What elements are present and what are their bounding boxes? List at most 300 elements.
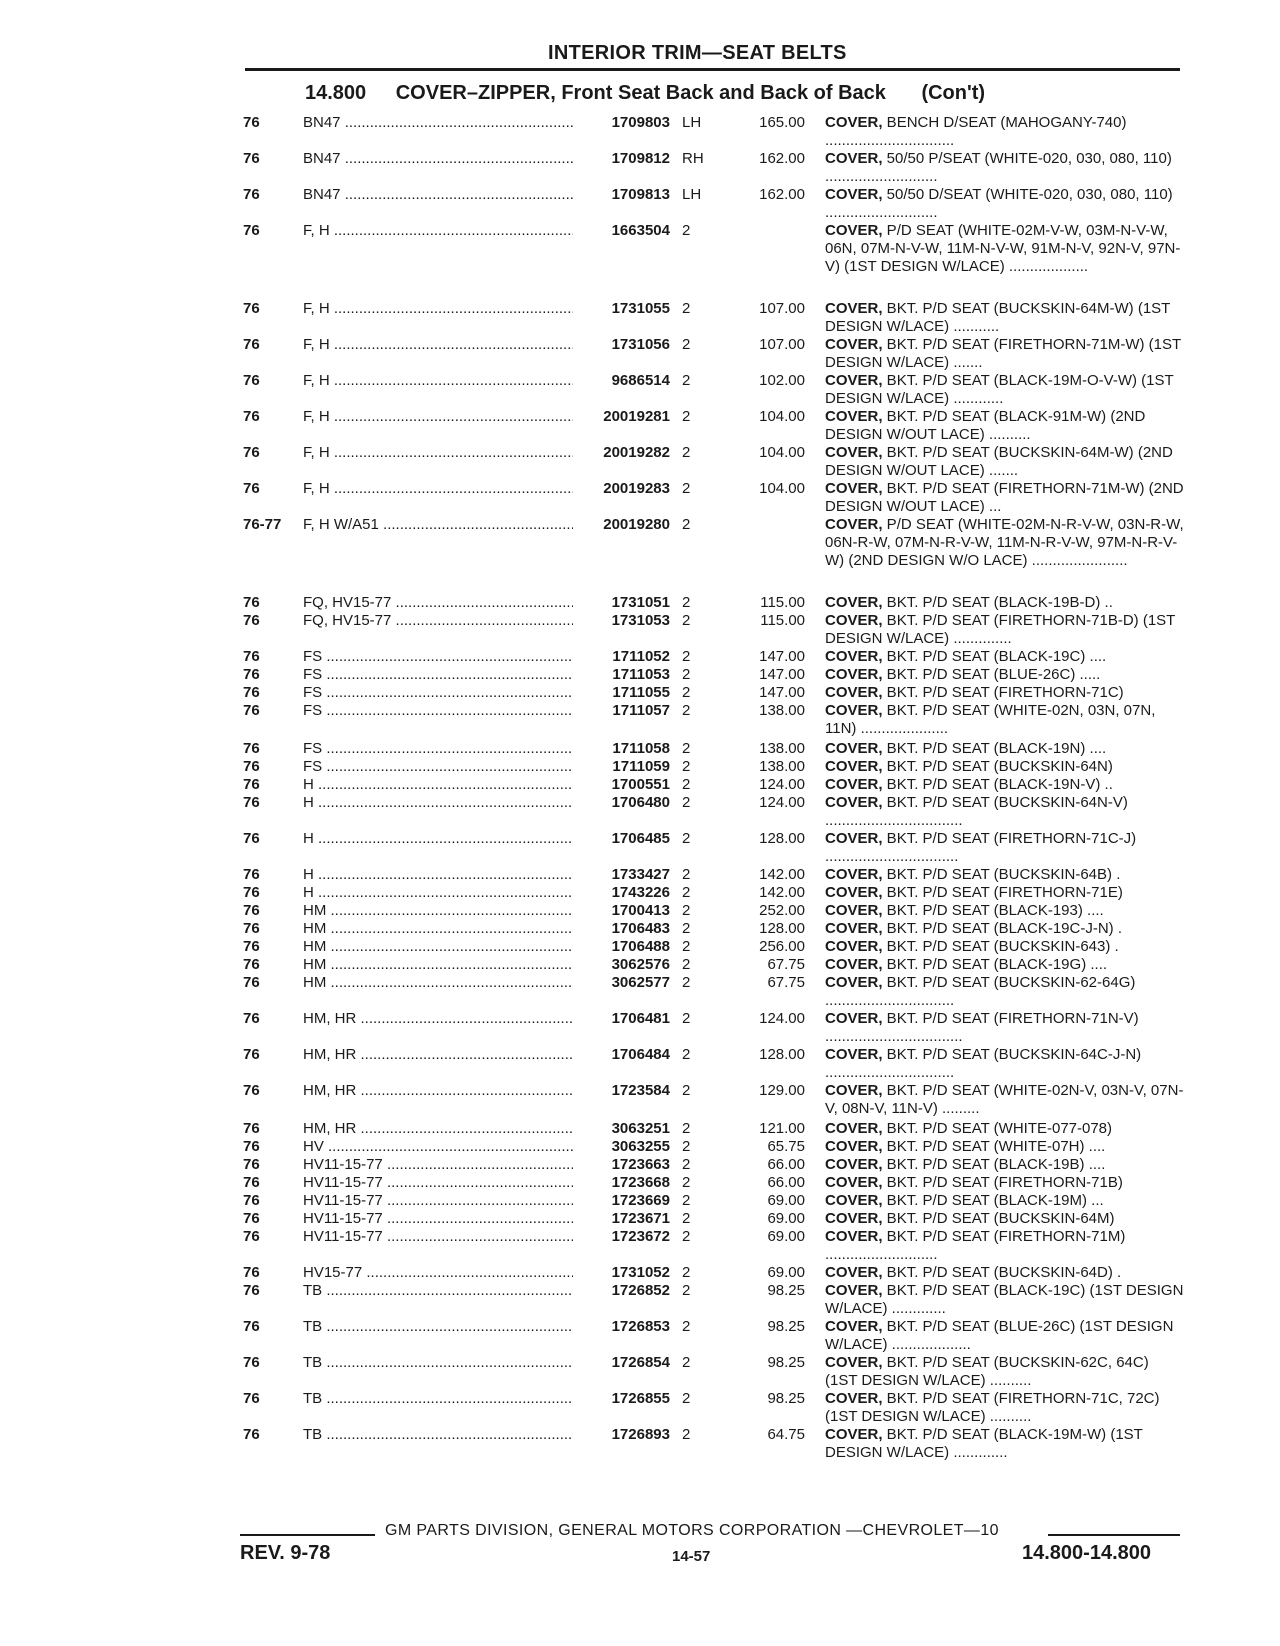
row-quantity: 2 xyxy=(682,612,691,629)
row-description xyxy=(825,480,1185,516)
row-quantity: 2 xyxy=(682,1228,691,1245)
row-description-text: BKT. P/D SEAT (FIRETHORN-71M-W) (2ND DESIGN W/OUT LACE) ... xyxy=(825,480,1184,515)
row-model: HV15-77 ..... xyxy=(303,1264,573,1282)
row-description-keyword: COVER, xyxy=(825,372,883,389)
row-model: HM ..... xyxy=(303,938,573,956)
row-year: 76 xyxy=(243,1282,260,1299)
row-description-keyword: COVER, xyxy=(825,1046,883,1063)
row-quantity: 2 xyxy=(682,1426,691,1443)
row-part-number: 20019283 xyxy=(603,480,670,497)
row-quantity: 2 xyxy=(682,974,691,991)
row-price: 128.00 xyxy=(759,830,805,847)
row-description-keyword: COVER, xyxy=(825,408,883,425)
row-description-keyword: COVER, xyxy=(825,884,883,901)
row-description xyxy=(825,408,1185,444)
row-quantity: 2 xyxy=(682,1046,691,1063)
row-description-text: BKT. P/D SEAT (BLACK-19C) (1ST DESIGN W/LACE) ............. xyxy=(825,1282,1184,1317)
row-description-text: BKT. P/D SEAT (BUCKSKIN-64M) xyxy=(882,1210,1115,1227)
row-description-keyword: COVER, xyxy=(825,902,883,919)
row-quantity: 2 xyxy=(682,444,691,461)
row-description-text: BKT. P/D SEAT (BUCKSKIN-62-64G) ............................... xyxy=(825,974,1136,1009)
row-description xyxy=(825,114,1185,150)
row-description-keyword: COVER, xyxy=(825,776,883,793)
row-part-number: 1731053 xyxy=(611,612,670,629)
row-description xyxy=(825,336,1185,372)
row-model: TB ..... xyxy=(303,1390,573,1408)
row-description xyxy=(825,1156,1185,1174)
row-description-text: BKT. P/D SEAT (BUCKSKIN-64C-J-N) ............................... xyxy=(825,1046,1142,1081)
row-description-keyword: COVER, xyxy=(825,830,883,847)
row-quantity: 2 xyxy=(682,702,691,719)
page-title: INTERIOR TRIM—SEAT BELTS xyxy=(548,42,847,64)
row-quantity: 2 xyxy=(682,1156,691,1173)
row-price: 115.00 xyxy=(760,612,805,629)
row-quantity: LH xyxy=(682,186,702,203)
row-description-text: BKT. P/D SEAT (FIRETHORN-71B) xyxy=(882,1174,1123,1191)
row-model: HM, HR ..... xyxy=(303,1120,573,1138)
row-part-number: 3063255 xyxy=(611,1138,670,1155)
row-model: HV11-15-77 ..... xyxy=(303,1174,573,1192)
row-year: 76 xyxy=(243,300,260,317)
row-quantity: 2 xyxy=(682,830,691,847)
row-description-keyword: COVER, xyxy=(825,648,883,665)
row-price: 66.00 xyxy=(767,1156,805,1173)
row-description xyxy=(825,666,1185,684)
row-quantity: 2 xyxy=(682,1138,691,1155)
row-description-keyword: COVER, xyxy=(825,666,883,683)
row-price: 128.00 xyxy=(759,1046,805,1063)
row-description-text: BKT. P/D SEAT (FIRETHORN-71M-W) (1ST DESIGN W/LACE) ....... xyxy=(825,336,1181,371)
row-year: 76 xyxy=(243,1228,260,1245)
row-model: H ..... xyxy=(303,776,573,794)
row-description-keyword: COVER, xyxy=(825,1264,883,1281)
row-part-number: 1711057 xyxy=(612,702,670,719)
row-description-keyword: COVER, xyxy=(825,1354,883,1371)
row-part-number: 1726893 xyxy=(611,1426,670,1443)
row-price: 67.75 xyxy=(767,974,805,991)
row-description xyxy=(825,758,1185,776)
row-part-number: 1731051 xyxy=(611,594,670,611)
row-year: 76-77 xyxy=(243,516,282,533)
row-description-text: BKT. P/D SEAT (FIRETHORN-71N-V) ................................. xyxy=(825,1010,1139,1045)
row-year: 76 xyxy=(243,974,260,991)
row-description-text: BKT. P/D SEAT (BLUE-26C) (1ST DESIGN W/LACE) ................... xyxy=(825,1318,1174,1353)
row-quantity: 2 xyxy=(682,684,691,701)
row-year: 76 xyxy=(243,222,260,239)
row-description xyxy=(825,702,1185,738)
row-description-keyword: COVER, xyxy=(825,480,883,497)
row-quantity: 2 xyxy=(682,920,691,937)
row-year: 76 xyxy=(243,480,260,497)
row-part-number: 1706483 xyxy=(611,920,670,937)
row-model: F, H ..... xyxy=(303,336,573,354)
row-quantity: 2 xyxy=(682,1192,691,1209)
row-description-text: 50/50 D/SEAT (WHITE-020, 030, 080, 110) ........................... xyxy=(825,186,1173,221)
row-description-text: BKT. P/D SEAT (WHITE-02N, 03N, 07N, 11N) ..................... xyxy=(825,702,1156,737)
row-quantity: 2 xyxy=(682,884,691,901)
row-description-keyword: COVER, xyxy=(825,1174,883,1191)
row-quantity: 2 xyxy=(682,758,691,775)
row-year: 76 xyxy=(243,1318,260,1335)
row-year: 76 xyxy=(243,776,260,793)
row-description-keyword: COVER, xyxy=(825,1228,883,1245)
row-year: 76 xyxy=(243,408,260,425)
row-description xyxy=(825,1318,1185,1354)
row-description xyxy=(825,372,1185,408)
row-description-keyword: COVER, xyxy=(825,1010,883,1027)
row-quantity: 2 xyxy=(682,666,691,683)
row-part-number: 1723663 xyxy=(611,1156,670,1173)
row-model: F, H ..... xyxy=(303,444,573,462)
row-part-number: 3062576 xyxy=(611,956,670,973)
row-description-keyword: COVER, xyxy=(825,1082,883,1099)
row-year: 76 xyxy=(243,956,260,973)
row-description xyxy=(825,974,1185,1010)
row-quantity: 2 xyxy=(682,300,691,317)
row-model: F, H ..... xyxy=(303,480,573,498)
row-description-keyword: COVER, xyxy=(825,114,883,131)
row-model: HM, HR ..... xyxy=(303,1046,573,1064)
row-description-keyword: COVER, xyxy=(825,186,883,203)
row-description xyxy=(825,150,1185,186)
row-description-text: BKT. P/D SEAT (FIRETHORN-71B-D) (1ST DESIGN W/LACE) .............. xyxy=(825,612,1176,647)
row-year: 76 xyxy=(243,666,260,683)
row-description xyxy=(825,594,1185,612)
row-description xyxy=(825,1264,1185,1282)
row-part-number: 9686514 xyxy=(611,372,670,389)
section-number: 14.800 xyxy=(305,82,367,104)
row-description-text: BKT. P/D SEAT (BUCKSKIN-64N-V) ................................. xyxy=(825,794,1128,829)
row-description-text: BKT. P/D SEAT (FIRETHORN-71C-J) ................................ xyxy=(825,830,1137,865)
row-year: 76 xyxy=(243,920,260,937)
row-quantity: 2 xyxy=(682,336,691,353)
row-description-text: BKT. P/D SEAT (WHITE-02N-V, 03N-V, 07N-V, 08N-V, 11N-V) ......... xyxy=(825,1082,1184,1117)
row-price: 124.00 xyxy=(759,776,805,793)
row-description-keyword: COVER, xyxy=(825,150,883,167)
row-description-text: BKT. P/D SEAT (FIRETHORN-71C, 72C) (1ST DESIGN W/LACE) .......... xyxy=(825,1390,1160,1425)
row-price: 98.25 xyxy=(767,1318,805,1335)
row-description-keyword: COVER, xyxy=(825,758,883,775)
row-quantity: 2 xyxy=(682,866,691,883)
row-year: 76 xyxy=(243,1138,260,1155)
row-quantity: 2 xyxy=(682,480,691,497)
row-model: F, H ..... xyxy=(303,408,573,426)
row-model: H ..... xyxy=(303,884,573,902)
row-year: 76 xyxy=(243,1354,260,1371)
row-part-number: 1723668 xyxy=(611,1174,670,1191)
row-year: 76 xyxy=(243,902,260,919)
row-description-text: BKT. P/D SEAT (BUCKSKIN-62C, 64C) (1ST DESIGN W/LACE) .......... xyxy=(825,1354,1149,1389)
row-description xyxy=(825,444,1185,480)
footer-revision: REV. 9-78 xyxy=(240,1542,331,1564)
row-price: 138.00 xyxy=(759,758,805,775)
row-part-number: 1706484 xyxy=(611,1046,670,1063)
row-quantity: 2 xyxy=(682,1264,691,1281)
row-description-keyword: COVER, xyxy=(825,222,883,239)
section-title: COVER–ZIPPER, Front Seat Back and Back of Back xyxy=(395,82,886,104)
row-year: 76 xyxy=(243,114,260,131)
row-part-number: 1706481 xyxy=(611,1010,670,1027)
row-part-number: 1726852 xyxy=(611,1282,670,1299)
row-part-number: 1733427 xyxy=(611,866,670,883)
row-model: FQ, HV15-77 ..... xyxy=(303,612,573,630)
row-description-text: P/D SEAT (WHITE-02M-V-W, 03M-N-V-W, 06N, 07M-N-V-W, 11M-N-V-W, 91M-N-V, 92N-V, 97N-V) (1ST DESIGN W/LACE) ................... xyxy=(825,222,1181,275)
row-price: 147.00 xyxy=(759,666,805,683)
row-quantity: 2 xyxy=(682,902,691,919)
row-model: BN47 ..... xyxy=(303,114,573,132)
row-year: 76 xyxy=(243,336,260,353)
row-description xyxy=(825,884,1185,902)
row-model: FS ..... xyxy=(303,758,573,776)
row-price: 69.00 xyxy=(767,1264,805,1281)
row-model: F, H ..... xyxy=(303,222,573,240)
row-part-number: 1723584 xyxy=(611,1082,670,1099)
row-model: BN47 ..... xyxy=(303,186,573,204)
row-price: 107.00 xyxy=(759,336,805,353)
row-part-number: 1726853 xyxy=(611,1318,670,1335)
row-price: 165.00 xyxy=(759,114,805,131)
row-model: F, H W/A51 ..... xyxy=(303,516,573,534)
row-price: 104.00 xyxy=(759,480,805,497)
row-year: 76 xyxy=(243,1192,260,1209)
row-year: 76 xyxy=(243,186,260,203)
row-year: 76 xyxy=(243,884,260,901)
row-price: 64.75 xyxy=(767,1426,805,1443)
row-description xyxy=(825,1010,1185,1046)
row-model: F, H ..... xyxy=(303,372,573,390)
row-part-number: 1709803 xyxy=(611,114,670,131)
row-year: 76 xyxy=(243,444,260,461)
row-price: 147.00 xyxy=(759,648,805,665)
row-quantity: 2 xyxy=(682,372,691,389)
row-year: 76 xyxy=(243,612,260,629)
row-description-text: BKT. P/D SEAT (BUCKSKIN-64M-W) (1ST DESIGN W/LACE) ........... xyxy=(825,300,1171,335)
row-description-keyword: COVER, xyxy=(825,740,883,757)
row-year: 76 xyxy=(243,1210,260,1227)
row-year: 76 xyxy=(243,594,260,611)
row-description-text: BKT. P/D SEAT (BLUE-26C) ..... xyxy=(882,666,1101,683)
row-model: HV11-15-77 ..... xyxy=(303,1210,573,1228)
row-part-number: 1731052 xyxy=(611,1264,670,1281)
row-description-text: BKT. P/D SEAT (FIRETHORN-71C) xyxy=(882,684,1124,701)
row-quantity: 2 xyxy=(682,1210,691,1227)
row-year: 76 xyxy=(243,1426,260,1443)
row-description xyxy=(825,776,1185,794)
footer-publisher: GM PARTS DIVISION, GENERAL MOTORS CORPORATION —CHEVROLET—10 xyxy=(385,1522,999,1539)
row-part-number: 20019281 xyxy=(603,408,670,425)
row-part-number: 1731055 xyxy=(611,300,670,317)
row-price: 124.00 xyxy=(759,1010,805,1027)
row-quantity: 2 xyxy=(682,1282,691,1299)
row-description xyxy=(825,794,1185,830)
row-part-number: 20019282 xyxy=(603,444,670,461)
row-part-number: 1709813 xyxy=(611,186,670,203)
row-description-keyword: COVER, xyxy=(825,516,883,533)
row-year: 76 xyxy=(243,150,260,167)
row-model: FS ..... xyxy=(303,666,573,684)
row-description-keyword: COVER, xyxy=(825,612,883,629)
row-description-text: BKT. P/D SEAT (BUCKSKIN-643) . xyxy=(882,938,1119,955)
row-description xyxy=(825,1354,1185,1390)
row-model: FS ..... xyxy=(303,684,573,702)
row-quantity: 2 xyxy=(682,1390,691,1407)
row-price: 252.00 xyxy=(759,902,805,919)
row-price: 124.00 xyxy=(759,794,805,811)
row-part-number: 1700551 xyxy=(611,776,670,793)
row-quantity: 2 xyxy=(682,222,691,239)
row-description-keyword: COVER, xyxy=(825,1318,883,1335)
footer-page-number: 14-57 xyxy=(672,1548,711,1565)
row-quantity: 2 xyxy=(682,648,691,665)
row-model: FS ..... xyxy=(303,648,573,666)
row-description xyxy=(825,516,1185,570)
row-part-number: 1723672 xyxy=(611,1228,670,1245)
row-description xyxy=(825,186,1185,222)
row-price: 69.00 xyxy=(767,1228,805,1245)
row-year: 76 xyxy=(243,648,260,665)
row-description-text: BKT. P/D SEAT (BLACK-19M-W) (1ST DESIGN W/LACE) ............. xyxy=(825,1426,1143,1461)
row-price: 69.00 xyxy=(767,1210,805,1227)
row-year: 76 xyxy=(243,866,260,883)
row-description-text: 50/50 P/SEAT (WHITE-020, 030, 080, 110) ........................... xyxy=(825,150,1172,185)
row-part-number: 1709812 xyxy=(611,150,670,167)
row-part-number: 20019280 xyxy=(603,516,670,533)
row-year: 76 xyxy=(243,702,260,719)
row-description xyxy=(825,1210,1185,1228)
row-description-text: BKT. P/D SEAT (BUCKSKIN-64N) xyxy=(882,758,1113,775)
row-part-number: 1711058 xyxy=(612,740,670,757)
row-price: 162.00 xyxy=(759,186,805,203)
row-description-text: BKT. P/D SEAT (BLACK-19M-O-V-W) (1ST DESIGN W/LACE) ............ xyxy=(825,372,1174,407)
row-model: TB ..... xyxy=(303,1426,573,1444)
row-model: H ..... xyxy=(303,866,573,884)
row-model: HM ..... xyxy=(303,956,573,974)
row-year: 76 xyxy=(243,372,260,389)
row-quantity: 2 xyxy=(682,1082,691,1099)
row-part-number: 1726854 xyxy=(611,1354,670,1371)
row-description xyxy=(825,1174,1185,1192)
row-model: HM, HR ..... xyxy=(303,1010,573,1028)
row-price: 65.75 xyxy=(767,1138,805,1155)
row-model: F, H ..... xyxy=(303,300,573,318)
row-year: 76 xyxy=(243,938,260,955)
section-continued: (Con't) xyxy=(921,82,986,104)
row-part-number: 1726855 xyxy=(611,1390,670,1407)
row-model: FQ, HV15-77 ..... xyxy=(303,594,573,612)
row-description xyxy=(825,1282,1185,1318)
row-model: H ..... xyxy=(303,830,573,848)
row-price: 147.00 xyxy=(759,684,805,701)
row-quantity: 2 xyxy=(682,956,691,973)
row-year: 76 xyxy=(243,1390,260,1407)
row-part-number: 1706485 xyxy=(611,830,670,847)
row-quantity: 2 xyxy=(682,1354,691,1371)
row-part-number: 3062577 xyxy=(611,974,670,991)
row-description xyxy=(825,1228,1185,1264)
row-price: 98.25 xyxy=(767,1282,805,1299)
row-description-keyword: COVER, xyxy=(825,1120,883,1137)
row-description-keyword: COVER, xyxy=(825,594,883,611)
row-part-number: 1731056 xyxy=(611,336,670,353)
row-part-number: 1700413 xyxy=(611,902,670,919)
row-part-number: 1711052 xyxy=(612,648,670,665)
row-description-text: BKT. P/D SEAT (FIRETHORN-71M) ........................... xyxy=(825,1228,1126,1263)
row-description xyxy=(825,684,1185,702)
row-part-number: 1711055 xyxy=(612,684,670,701)
row-description xyxy=(825,938,1185,956)
row-quantity: 2 xyxy=(682,776,691,793)
row-description-text: BKT. P/D SEAT (WHITE-077-078) xyxy=(882,1120,1113,1137)
row-part-number: 1711053 xyxy=(612,666,670,683)
row-description xyxy=(825,920,1185,938)
row-price: 104.00 xyxy=(759,408,805,425)
row-model: FS ..... xyxy=(303,740,573,758)
row-year: 76 xyxy=(243,1174,260,1191)
row-price: 98.25 xyxy=(767,1354,805,1371)
row-price: 162.00 xyxy=(759,150,805,167)
row-year: 76 xyxy=(243,1082,260,1099)
row-quantity: 2 xyxy=(682,794,691,811)
row-part-number: 1711059 xyxy=(612,758,670,775)
row-description-text: BKT. P/D SEAT (BLACK-19C-J-N) . xyxy=(882,920,1123,937)
row-description-text: BKT. P/D SEAT (BLACK-19N) .... xyxy=(882,740,1107,757)
row-description-keyword: COVER, xyxy=(825,1390,883,1407)
row-description-text: BKT. P/D SEAT (BLACK-19C) .... xyxy=(882,648,1107,665)
row-price: 67.75 xyxy=(767,956,805,973)
row-description-text: BKT. P/D SEAT (BLACK-19M) ... xyxy=(882,1192,1104,1209)
row-price: 138.00 xyxy=(759,702,805,719)
row-description-keyword: COVER, xyxy=(825,684,883,701)
row-quantity: 2 xyxy=(682,1010,691,1027)
row-quantity: 2 xyxy=(682,516,691,533)
row-model: TB ..... xyxy=(303,1318,573,1336)
row-price: 104.00 xyxy=(759,444,805,461)
row-description-text: BKT. P/D SEAT (BUCKSKIN-64D) . xyxy=(882,1264,1122,1281)
row-price: 107.00 xyxy=(759,300,805,317)
row-description-text: BKT. P/D SEAT (BLACK-91M-W) (2ND DESIGN W/OUT LACE) .......... xyxy=(825,408,1146,443)
row-part-number: 1706488 xyxy=(611,938,670,955)
row-part-number: 1706480 xyxy=(611,794,670,811)
row-price: 138.00 xyxy=(759,740,805,757)
row-description-keyword: COVER, xyxy=(825,938,883,955)
row-description-keyword: COVER, xyxy=(825,444,883,461)
row-year: 76 xyxy=(243,684,260,701)
row-description xyxy=(825,1192,1185,1210)
row-part-number: 1743226 xyxy=(611,884,670,901)
row-model: HM ..... xyxy=(303,920,573,938)
row-description-keyword: COVER, xyxy=(825,1138,883,1155)
footer-rule-left xyxy=(240,1534,375,1536)
row-price: 66.00 xyxy=(767,1174,805,1191)
row-price: 128.00 xyxy=(759,920,805,937)
row-description-keyword: COVER, xyxy=(825,1210,883,1227)
row-description-keyword: COVER, xyxy=(825,1192,883,1209)
row-description xyxy=(825,648,1185,666)
row-year: 76 xyxy=(243,1120,260,1137)
row-price: 115.00 xyxy=(760,594,805,611)
row-description-keyword: COVER, xyxy=(825,702,883,719)
row-description xyxy=(825,1082,1185,1118)
row-year: 76 xyxy=(243,794,260,811)
row-description-keyword: COVER, xyxy=(825,1426,883,1443)
row-model: HM ..... xyxy=(303,974,573,992)
row-description xyxy=(825,300,1185,336)
row-model: HV11-15-77 ..... xyxy=(303,1156,573,1174)
row-description-keyword: COVER, xyxy=(825,1156,883,1173)
row-description-text: BKT. P/D SEAT (BLACK-19G) .... xyxy=(882,956,1108,973)
row-description-keyword: COVER, xyxy=(825,300,883,317)
row-model: HV11-15-77 ..... xyxy=(303,1228,573,1246)
